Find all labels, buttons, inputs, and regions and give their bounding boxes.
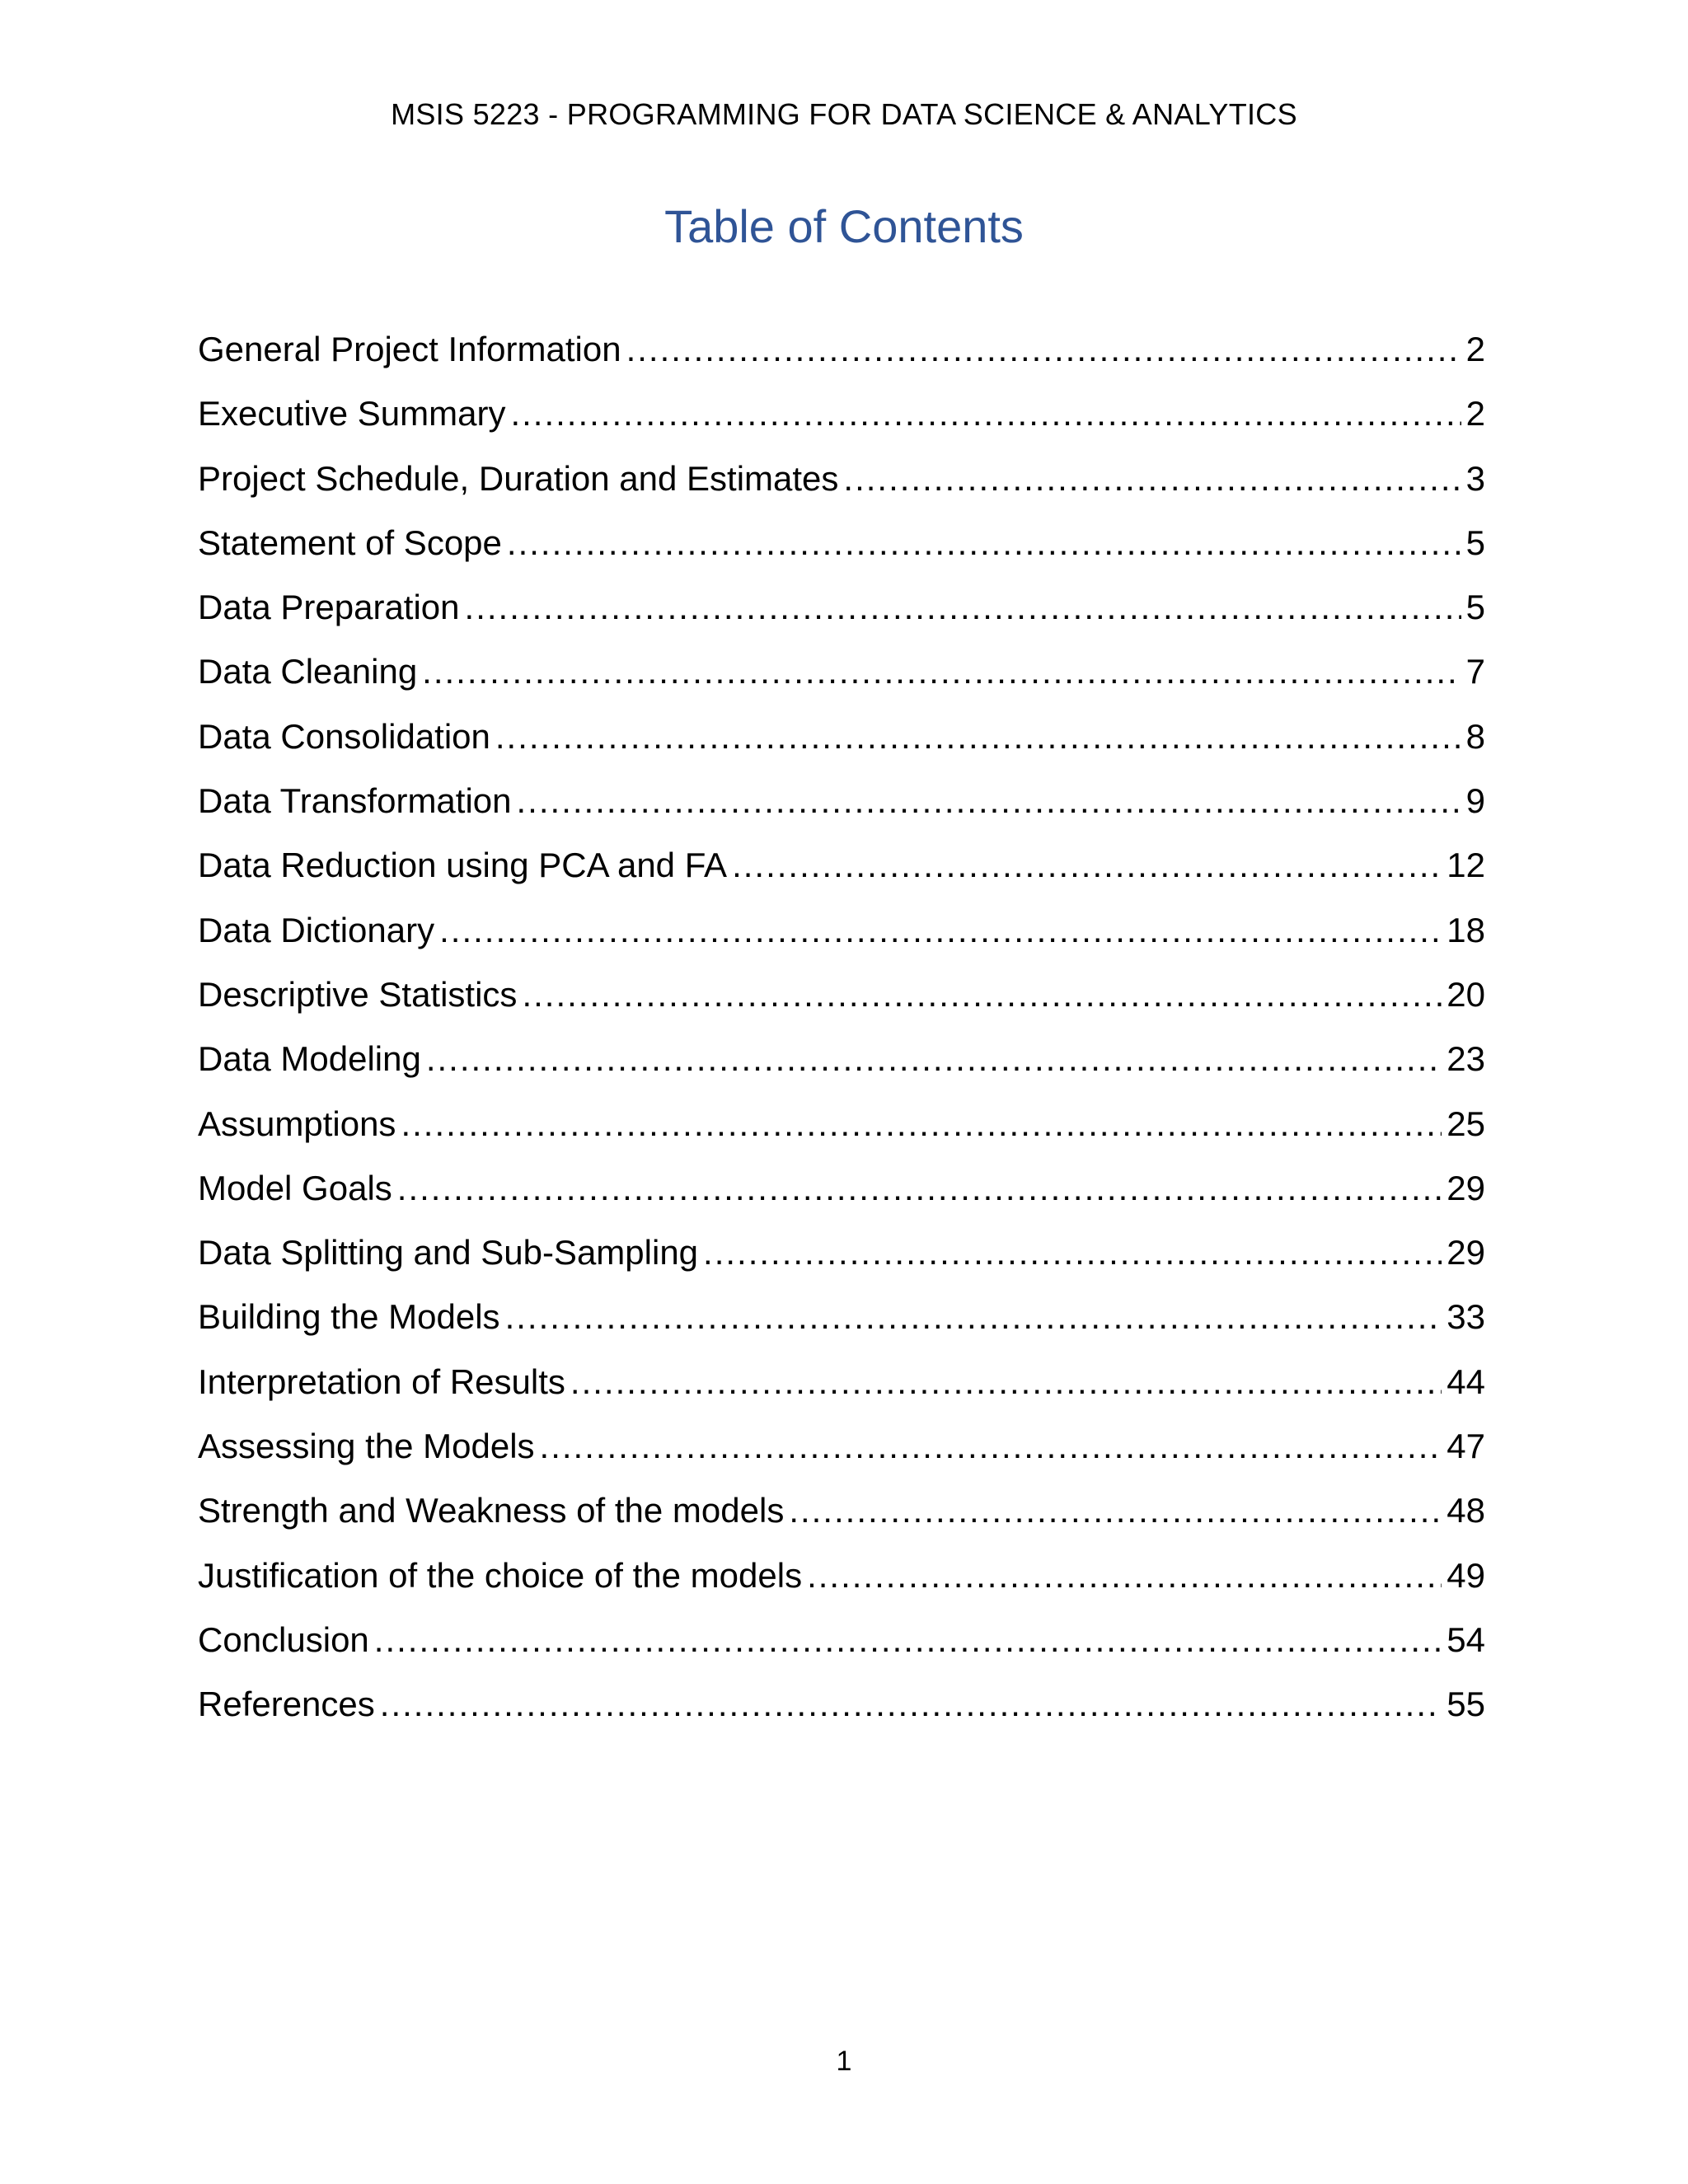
toc-entry-page: 55 bbox=[1447, 1685, 1485, 1724]
toc-entry-page: 47 bbox=[1447, 1427, 1485, 1466]
toc-entry-page: 9 bbox=[1465, 781, 1485, 821]
toc-entry-page: 20 bbox=[1447, 974, 1485, 1014]
toc-dot-leader bbox=[570, 1362, 1442, 1402]
toc-entry[interactable] bbox=[198, 975, 1485, 1039]
toc-entry-page: 48 bbox=[1447, 1491, 1485, 1530]
toc-dot-leader bbox=[807, 1556, 1442, 1596]
toc-entry-label: Project Schedule, Duration and Estimates bbox=[198, 458, 839, 498]
toc-entry[interactable] bbox=[198, 781, 1485, 846]
page-header: MSIS 5223 - PROGRAMMING FOR DATA SCIENCE & ANALYTICS bbox=[391, 97, 1297, 131]
toc-entry-label: Building the Models bbox=[198, 1297, 500, 1337]
toc-entry-label: Data Reduction using PCA and FA bbox=[198, 846, 728, 885]
toc-entry[interactable] bbox=[198, 394, 1485, 458]
toc-entry-page: 5 bbox=[1465, 588, 1485, 627]
toc-entry[interactable] bbox=[198, 717, 1485, 781]
toc-entry[interactable] bbox=[198, 1233, 1485, 1297]
toc-list bbox=[198, 330, 1485, 1750]
toc-entry-page: 5 bbox=[1465, 523, 1485, 562]
toc-entry[interactable] bbox=[198, 1362, 1485, 1427]
toc-entry-label: Descriptive Statistics bbox=[198, 974, 518, 1014]
toc-entry-label: Assumptions bbox=[198, 1104, 396, 1143]
toc-entry-page: 18 bbox=[1447, 910, 1485, 949]
toc-entry-label: Justification of the choice of the models bbox=[198, 1555, 803, 1595]
toc-dot-leader bbox=[397, 1169, 1442, 1208]
toc-dot-leader bbox=[495, 717, 1461, 757]
toc-entry-label: Executive Summary bbox=[198, 394, 506, 434]
toc-dot-leader bbox=[374, 1620, 1442, 1660]
page-number: 1 bbox=[836, 2046, 852, 2077]
toc-dot-leader bbox=[843, 459, 1461, 499]
toc-dot-leader bbox=[465, 588, 1461, 627]
toc-dot-leader bbox=[439, 911, 1442, 950]
toc-dot-leader bbox=[505, 1297, 1442, 1337]
toc-title: Table of Contents bbox=[664, 200, 1024, 252]
toc-entry[interactable] bbox=[198, 652, 1485, 716]
toc-entry[interactable] bbox=[198, 523, 1485, 588]
toc-entry-page: 3 bbox=[1465, 458, 1485, 498]
toc-entry-page: 54 bbox=[1447, 1619, 1485, 1659]
toc-entry[interactable] bbox=[198, 459, 1485, 523]
toc-entry[interactable] bbox=[198, 1491, 1485, 1555]
toc-dot-leader bbox=[703, 1233, 1442, 1272]
toc-entry[interactable] bbox=[198, 1039, 1485, 1104]
toc-entry-label: Data Modeling bbox=[198, 1039, 421, 1079]
toc-entry-label: Assessing the Models bbox=[198, 1427, 535, 1466]
toc-entry-page: 2 bbox=[1465, 330, 1485, 368]
toc-dot-leader bbox=[626, 330, 1461, 369]
toc-entry-label: General Project Information bbox=[198, 330, 621, 368]
toc-dot-leader bbox=[732, 846, 1442, 885]
toc-dot-leader bbox=[522, 975, 1442, 1015]
toc-entry-page: 8 bbox=[1465, 716, 1485, 756]
toc-entry-label: Conclusion bbox=[198, 1619, 369, 1659]
toc-dot-leader bbox=[540, 1427, 1442, 1466]
toc-entry[interactable] bbox=[198, 1297, 1485, 1361]
toc-entry[interactable] bbox=[198, 1620, 1485, 1685]
toc-dot-leader bbox=[422, 652, 1461, 691]
toc-entry[interactable] bbox=[198, 1685, 1485, 1749]
toc-entry-label: Data Dictionary bbox=[198, 910, 435, 949]
toc-entry-page: 29 bbox=[1447, 1168, 1485, 1207]
toc-dot-leader bbox=[517, 781, 1461, 821]
toc-dot-leader bbox=[401, 1104, 1442, 1144]
toc-entry[interactable] bbox=[198, 1556, 1485, 1620]
toc-entry-page: 33 bbox=[1447, 1297, 1485, 1337]
toc-entry-label: Statement of Scope bbox=[198, 523, 502, 562]
toc-dot-leader bbox=[789, 1491, 1442, 1530]
toc-entry-page: 7 bbox=[1465, 652, 1485, 691]
toc-entry-label: Model Goals bbox=[198, 1168, 392, 1207]
toc-entry-label: References bbox=[198, 1685, 375, 1724]
toc-dot-leader bbox=[507, 523, 1461, 563]
toc-dot-leader bbox=[380, 1685, 1442, 1724]
toc-entry-label: Data Consolidation bbox=[198, 716, 490, 756]
toc-entry-label: Data Cleaning bbox=[198, 652, 418, 691]
toc-entry[interactable] bbox=[198, 1104, 1485, 1169]
toc-entry[interactable] bbox=[198, 330, 1485, 394]
toc-entry[interactable] bbox=[198, 846, 1485, 910]
toc-dot-leader bbox=[426, 1039, 1442, 1079]
toc-entry-label: Data Transformation bbox=[198, 781, 512, 821]
toc-entry-page: 49 bbox=[1447, 1555, 1485, 1595]
toc-entry-page: 25 bbox=[1447, 1104, 1485, 1143]
toc-entry-page: 23 bbox=[1447, 1039, 1485, 1079]
toc-entry-page: 29 bbox=[1447, 1233, 1485, 1272]
toc-entry-label: Data Preparation bbox=[198, 588, 460, 627]
toc-entry-label: Strength and Weakness of the models bbox=[198, 1491, 785, 1530]
toc-entry[interactable] bbox=[198, 1427, 1485, 1491]
toc-entry[interactable] bbox=[198, 1169, 1485, 1233]
toc-entry-page: 12 bbox=[1447, 846, 1485, 885]
toc-entry-label: Interpretation of Results bbox=[198, 1361, 565, 1401]
toc-entry[interactable] bbox=[198, 911, 1485, 975]
toc-entry-page: 2 bbox=[1465, 394, 1485, 434]
toc-entry[interactable] bbox=[198, 588, 1485, 652]
toc-entry-label: Data Splitting and Sub-Sampling bbox=[198, 1233, 699, 1272]
toc-dot-leader bbox=[510, 394, 1461, 434]
toc-entry-page: 44 bbox=[1447, 1361, 1485, 1401]
